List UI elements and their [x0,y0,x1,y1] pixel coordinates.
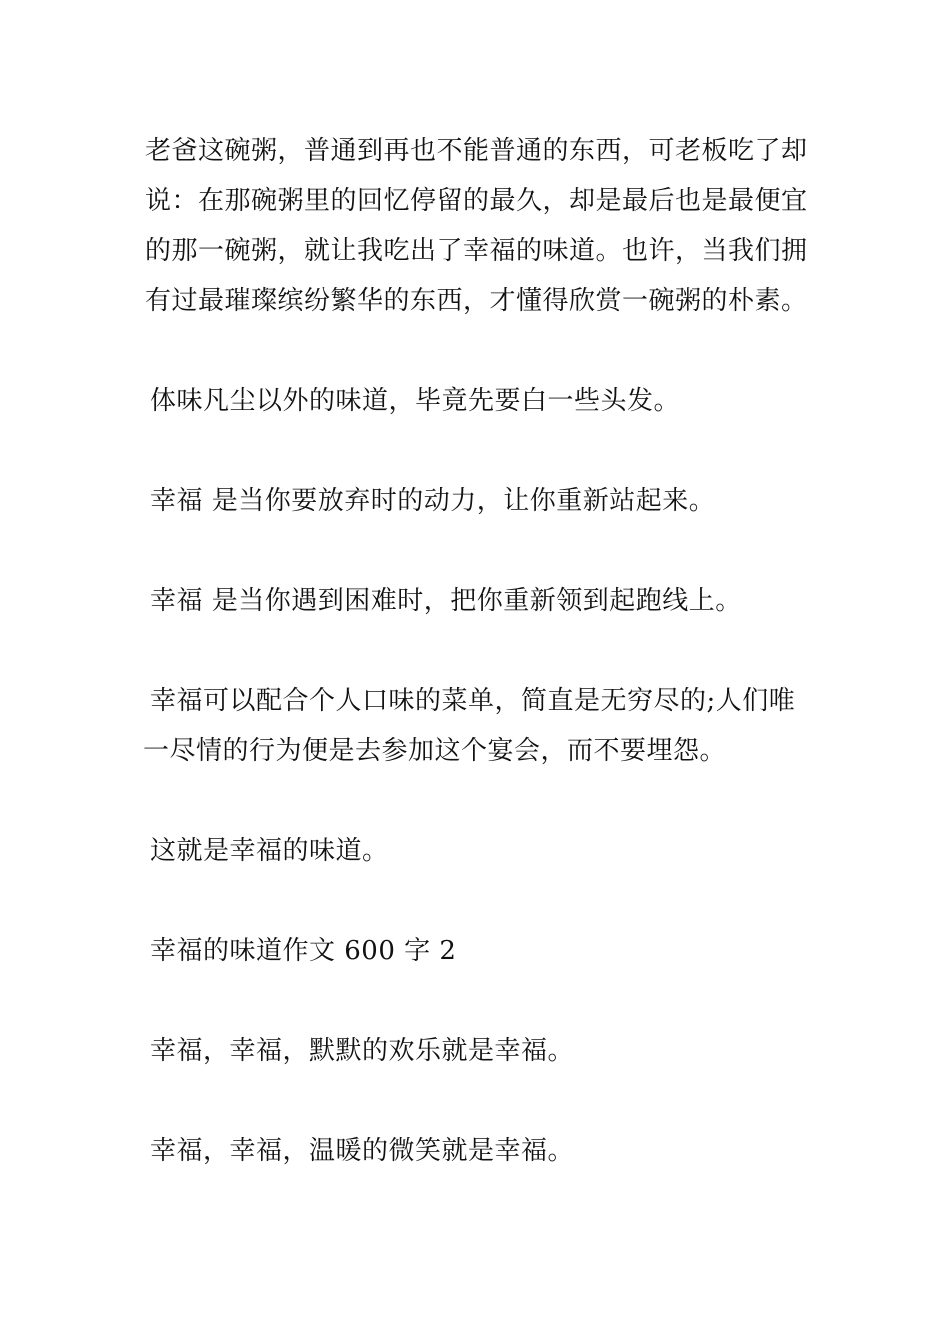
paragraph-2-line-1: 体味凡尘以外的味道，毕竟先要白一些头发。 [150,386,681,416]
paragraph-6-line-1: 这就是幸福的味道。 [150,836,389,866]
paragraph-1-line-4: 有过最璀璨缤纷繁华的东西，才懂得欣赏一碗粥的朴素。 [145,286,808,316]
paragraph-1-line-1: 老爸这碗粥，普通到再也不能普通的东西，可老板吃了却 [145,136,808,166]
paragraph-4-line-1: 幸福 是当你遇到困难时，把你重新领到起跑线上。 [150,586,742,616]
paragraph-5-line-2: 一尽情的行为便是去参加这个宴会，而不要埋怨。 [143,736,727,766]
paragraph-5-line-1: 幸福可以配合个人口味的菜单，简直是无穷尽的;人们唯 [150,686,796,716]
paragraph-1-line-3: 的那一碗粥，就让我吃出了幸福的味道。也许，当我们拥 [145,236,808,266]
paragraph-8-line-1: 幸福，幸福，默默的欢乐就是幸福。 [150,1036,575,1066]
paragraph-3-line-1: 幸福 是当你要放弃时的动力，让你重新站起来。 [150,486,716,516]
paragraph-9-line-1: 幸福，幸福，温暖的微笑就是幸福。 [150,1136,575,1166]
paragraph-1-line-2: 说：在那碗粥里的回忆停留的最久，却是最后也是最便宜 [145,186,808,216]
section-heading: 幸福的味道作文 600 字 2 [150,936,457,966]
